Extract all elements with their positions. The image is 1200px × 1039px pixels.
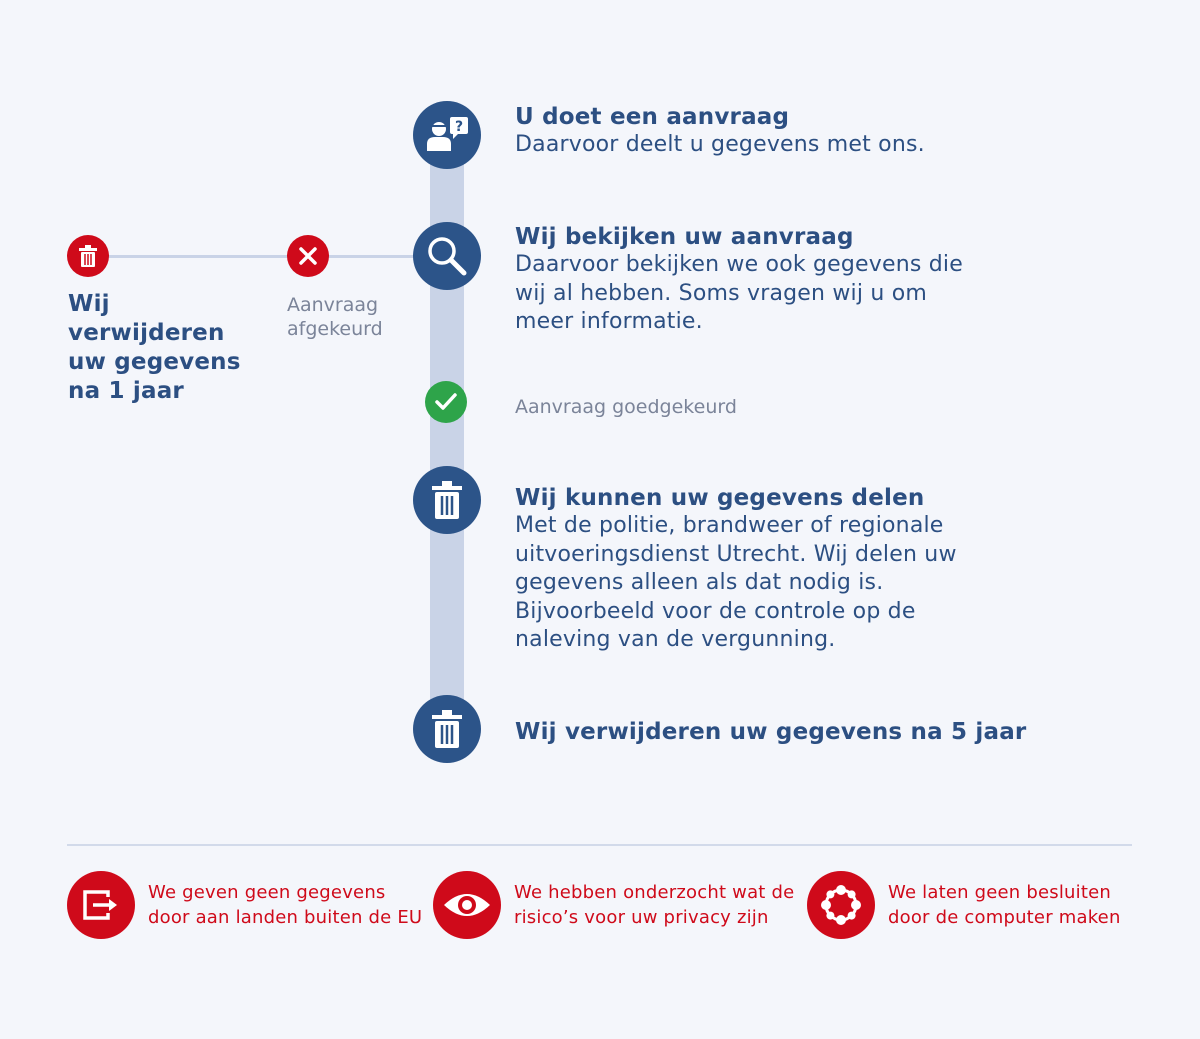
footer-2-text: We hebben onderzocht wat de risico’s voor uw privacy zijn <box>514 882 795 928</box>
rejected-marker <box>287 235 329 277</box>
step-3-desc: Met de politie, brandweer of regionale uitvoeringsdienst Utrecht. Wij delen uw gegevens alleen als dat nodig is. Bijvoorbeeld voor de controle op de naleving van de vergunning. <box>515 513 957 652</box>
step-2 <box>515 223 965 337</box>
step-3-title: Wij kunnen uw gegevens delen <box>515 485 925 511</box>
eye-icon <box>442 889 492 921</box>
cross-icon <box>298 246 318 266</box>
footer-1-marker <box>67 871 135 939</box>
trash-icon <box>431 481 463 519</box>
trash-icon <box>78 245 98 267</box>
svg-text:?: ? <box>454 119 464 135</box>
footer-1-text: We geven geen gegevens door aan landen buiten de EU <box>148 882 423 928</box>
step-2-marker <box>413 222 481 290</box>
step-2-desc: Daarvoor bekijken we ook gegevens die wij al hebben. Soms vragen wij u om meer informatie. <box>515 252 963 334</box>
approved-label: Aanvraag goedgekeurd <box>515 396 737 418</box>
footer-3-marker <box>807 871 875 939</box>
step-4-title: Wij verwijderen uw gegevens na 5 jaar <box>515 719 1027 745</box>
step-1-desc: Daarvoor deelt u gegevens met ons. <box>515 132 925 157</box>
network-icon <box>819 883 863 927</box>
person-question-icon <box>424 115 470 155</box>
footer-3-text: We laten geen besluiten door de computer maken <box>888 882 1121 928</box>
check-icon <box>435 393 457 411</box>
rejected-connector <box>100 255 440 258</box>
step-1-marker <box>413 101 481 169</box>
magnifier-icon <box>425 234 469 278</box>
trash-icon <box>431 710 463 748</box>
export-icon <box>82 889 120 921</box>
rejected-label: Aanvraag afgekeurd <box>287 294 383 340</box>
step-1 <box>515 103 1135 160</box>
step-4-marker <box>413 695 481 763</box>
footer-2-marker <box>433 871 501 939</box>
delete-1-year-title: Wij verwijderen uw gegevens na 1 jaar <box>68 291 241 404</box>
step-3 <box>515 484 985 655</box>
divider <box>67 844 1132 846</box>
step-2-title: Wij bekijken uw aanvraag <box>515 224 854 250</box>
delete-1-year-marker <box>67 235 109 277</box>
step-3-marker <box>413 466 481 534</box>
approved-marker <box>425 381 467 423</box>
step-1-title: U doet een aanvraag <box>515 104 790 130</box>
